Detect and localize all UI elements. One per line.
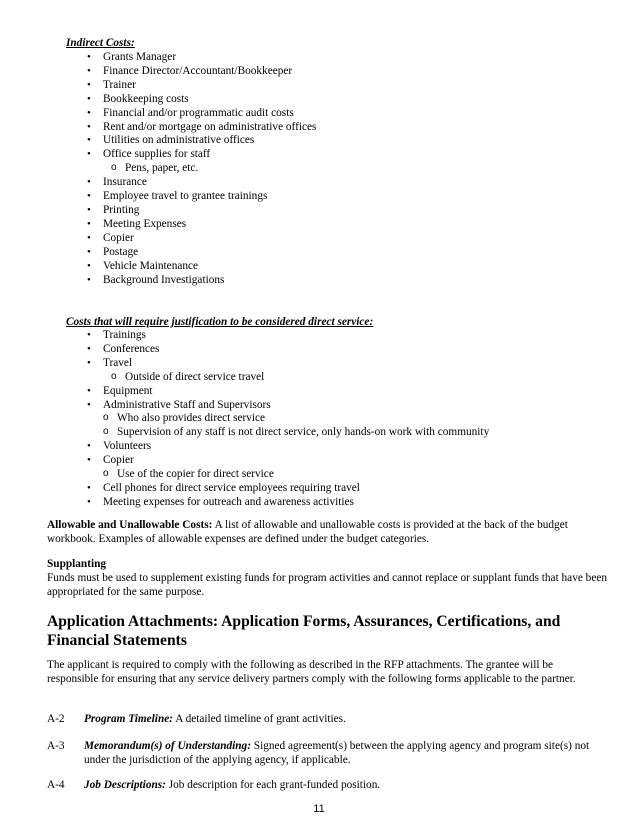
attachment-body	[84, 712, 614, 726]
supplanting-text: Funds must be used to supplement existing funds for program activities and cannot replace or supplant funds that have been appropriated for the same purpose.	[47, 572, 608, 598]
attachment-number: A-2	[47, 713, 65, 725]
list-item: • Postage	[87, 246, 316, 260]
sub-list-item: o Pens, paper, etc.	[111, 162, 316, 176]
list-item: • Insurance	[87, 176, 316, 190]
list-item: • Finance Director/Accountant/Bookkeeper	[87, 65, 316, 79]
list-item: • Background Investigations	[87, 274, 316, 288]
list-item	[87, 357, 489, 385]
list-item	[87, 454, 489, 482]
sub-list	[103, 468, 489, 482]
attachments-intro: The applicant is required to comply with the following as described in the RFP attachments. The grantee will be responsible for ensuring that any service delivery partners comply with the following forms applicable to the partner.	[47, 659, 576, 685]
indirect-costs-list	[87, 51, 316, 287]
list-item: • Grants Manager	[87, 51, 316, 65]
list-item: • Copier	[87, 232, 316, 246]
list-item: • Printing	[87, 204, 316, 218]
list-item-label: Travel	[103, 356, 133, 369]
list-item: • Conferences	[87, 343, 489, 357]
supplanting-section	[47, 557, 607, 599]
list-item-label: Copier	[103, 454, 134, 467]
allowable-costs-label: Allowable and Unallowable Costs:	[47, 519, 213, 531]
list-item: • Financial and/or programmatic audit costs	[87, 107, 316, 121]
list-item: • Rent and/or mortgage on administrative offices	[87, 121, 316, 135]
list-item: • Volunteers	[87, 440, 489, 454]
attachment-body	[84, 778, 614, 792]
list-item	[87, 148, 316, 176]
list-item: • Cell phones for direct service employees requiring travel	[87, 482, 489, 496]
attachment-text: Job description for each grant-funded position.	[165, 779, 381, 791]
page-number: 11	[313, 803, 325, 815]
attachment-body	[84, 739, 614, 767]
list-item-label: Office supplies for staff	[103, 148, 211, 161]
sub-list-item: o Outside of direct service travel	[111, 371, 489, 385]
list-item: • Trainings	[87, 329, 489, 343]
list-item: • Utilities on administrative offices	[87, 134, 316, 148]
attachment-label: Program Timeline:	[84, 713, 174, 725]
justification-heading: Costs that will require justification to be considered direct service:	[66, 316, 374, 328]
supplanting-heading: Supplanting	[47, 558, 107, 570]
list-item: • Bookkeeping costs	[87, 93, 316, 107]
list-item: • Employee travel to grantee trainings	[87, 190, 316, 204]
attachment-text: A detailed timeline of grant activities.	[173, 713, 346, 725]
allowable-costs-paragraph	[47, 518, 607, 546]
allowable-costs-text: A list of allowable and unallowable costs is provided at the back of the budget workbook. Examples of allowable expenses are defined under the budget categories.	[47, 519, 568, 545]
attachment-number: A-3	[47, 740, 65, 752]
list-item: • Trainer	[87, 79, 316, 93]
list-item: • Equipment	[87, 385, 489, 399]
attachment-label: Job Descriptions:	[84, 779, 166, 791]
indirect-costs-heading: Indirect Costs:	[66, 37, 135, 49]
sub-list-item: o Use of the copier for direct service	[103, 468, 489, 482]
sub-list-item: o Who also provides direct service	[103, 412, 489, 426]
attachment-text: Signed agreement(s) between the applying agency and program site(s) not under the jurisdiction of the applying agency, if applicable.	[84, 740, 590, 766]
attachments-title: Application Attachments: Application Forms, Assurances, Certifications, and Financial Statements	[47, 613, 561, 649]
list-item	[87, 399, 489, 441]
attachment-label: Memorandum(s) of Understanding:	[84, 740, 251, 752]
list-item: • Meeting Expenses	[87, 218, 316, 232]
attachment-number: A-4	[47, 779, 65, 791]
sub-list	[111, 371, 489, 385]
sub-list	[103, 412, 489, 440]
justification-list	[87, 329, 489, 510]
sub-list-item: o Supervision of any staff is not direct service, only hands-on work with community	[103, 426, 489, 440]
sub-list	[111, 162, 316, 176]
list-item: • Meeting expenses for outreach and awareness activities	[87, 496, 489, 510]
list-item: • Vehicle Maintenance	[87, 260, 316, 274]
list-item-label: Administrative Staff and Supervisors	[103, 398, 271, 411]
